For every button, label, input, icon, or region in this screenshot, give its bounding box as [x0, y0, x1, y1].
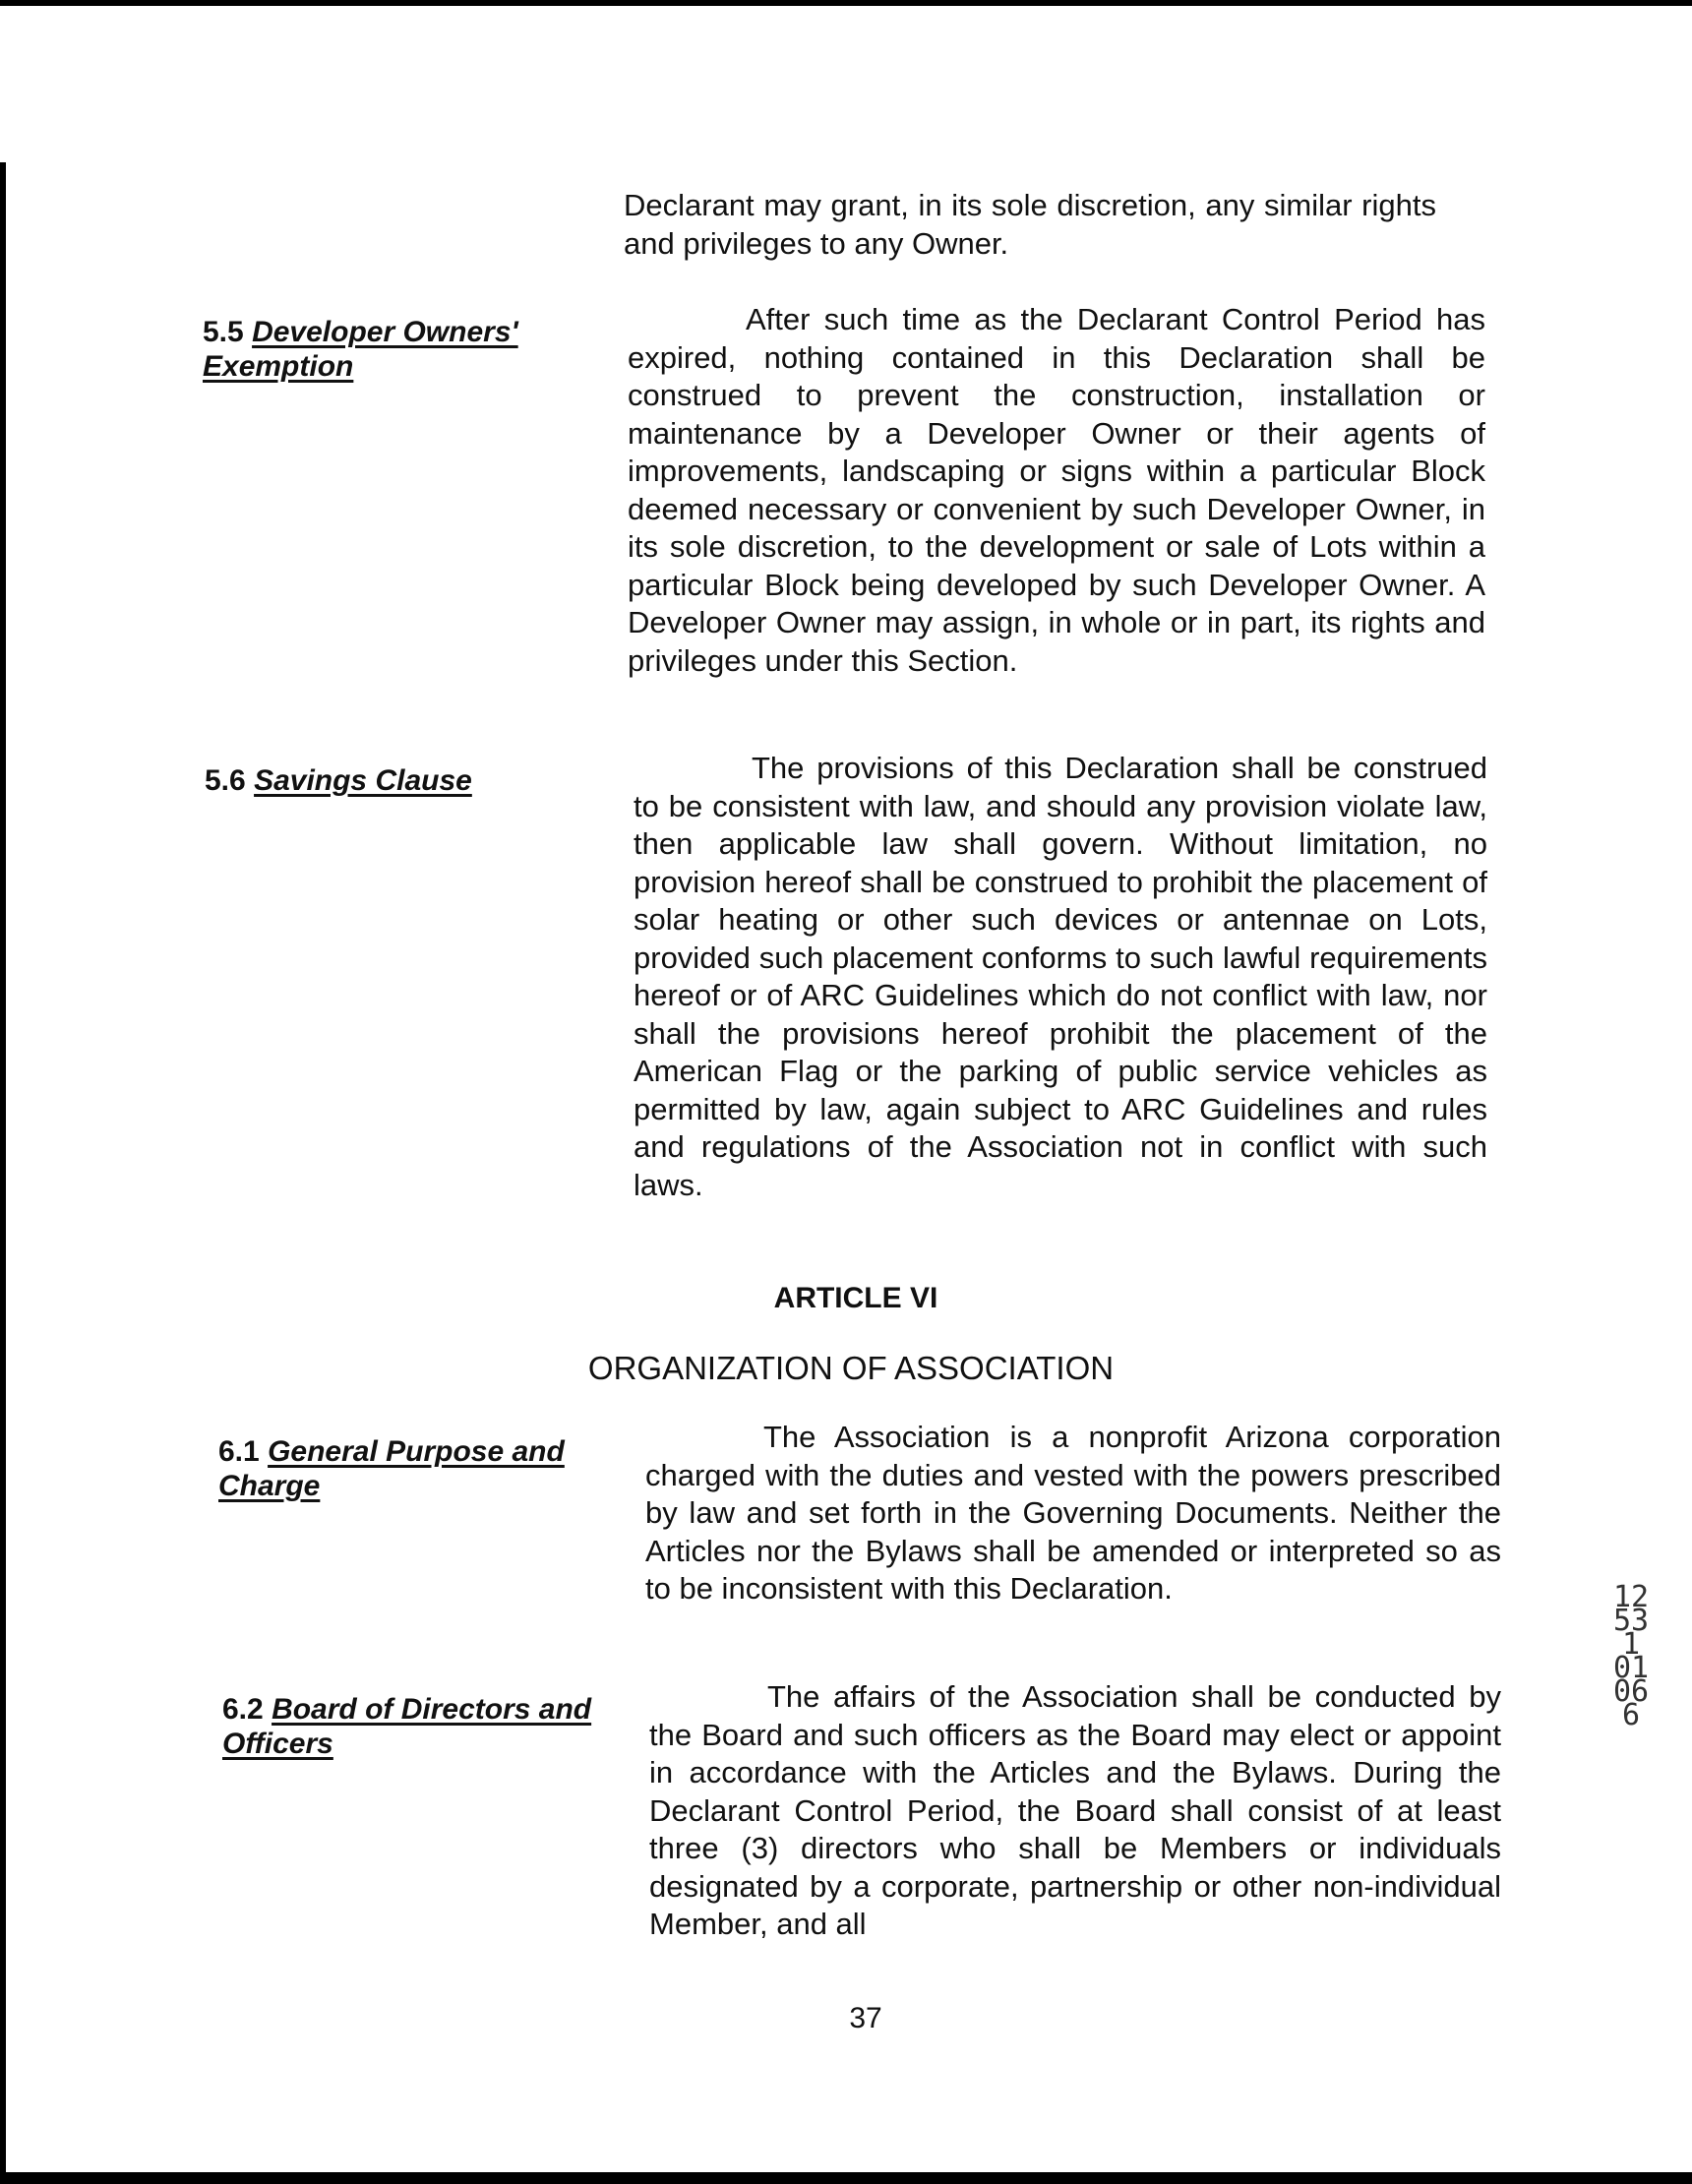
section-title: Developer Owners' Exemption [203, 316, 518, 383]
article-number: ARTICLE VI [773, 1282, 938, 1314]
section-6-1-body: The Association is a nonprofit Arizona corporation charged with the duties and vested with the powers prescribed by law and set forth in the Governing Documents. Neither the Articles nor the Bylaws shall be amended or interpreted so as to be inconsistent with this Declaration. [645, 1420, 1501, 1606]
section-title: General Purpose and Charge [218, 1435, 565, 1502]
section-5-6-heading [205, 763, 559, 798]
section-6-2-heading [222, 1692, 596, 1761]
article-title: ORGANIZATION OF ASSOCIATION [587, 1350, 1115, 1386]
section-5-5-heading [203, 315, 557, 384]
section-6-1-heading [218, 1434, 612, 1503]
scan-border-top [0, 0, 1692, 6]
section-number: 5.5 [203, 316, 244, 348]
intro-paragraph: Declarant may grant, in its sole discretion, any similar rights and privileges to any Owner. [624, 188, 1436, 261]
scan-border-left [0, 162, 6, 2184]
section-5-5-body: After such time as the Declarant Control Period has expired, nothing contained in this Declaration shall be construed to prevent the construction, installation or maintenance by a Developer Owner or their agents of improvements, landscaping or signs within a particular Block deemed necessary or convenient by such Developer Owner, in its sole discretion, to the development or sale of Lots within a particular Block being developed by such Developer Owner. A Developer Owner may assign, in whole or in part, its rights and privileges under this Section. [628, 302, 1485, 678]
section-title: Board of Directors and Officers [222, 1693, 592, 1760]
section-number: 6.2 [222, 1693, 264, 1726]
section-number: 5.6 [205, 764, 246, 797]
section-title: Savings Clause [254, 764, 472, 797]
section-number: 6.1 [218, 1435, 260, 1468]
section-6-2-body: The affairs of the Association shall be conducted by the Board and such officers as the Board may elect or appoint in accordance with the Articles and the Bylaws. During the Declarant Control Period, the Board shall consist of at least three (3) directors who shall be Members or individuals designated by a corporate, partnership or other non-individual Member, and all [649, 1679, 1501, 1941]
scan-border-bottom [0, 2172, 1692, 2184]
page-number: 37 [849, 2002, 882, 2034]
margin-stamp: 12531 01066 [1612, 1580, 1650, 1732]
section-5-6-body: The provisions of this Declaration shall be construed to be consistent with law, and should any provision violate law, then applicable law shall govern. Without limitation, no provision hereof shall be construed to prohibit the placement of solar heating or other such devices or antennae on Lots, provided such placement conforms to such lawful requirements hereof or of ARC Guidelines which do not conflict with law, nor shall the provisions hereof prohibit the placement of the American Flag or the parking of public service vehicles as permitted by law, again subject to ARC Guidelines and rules and regulations of the Association not in conflict with such laws. [634, 751, 1487, 1202]
